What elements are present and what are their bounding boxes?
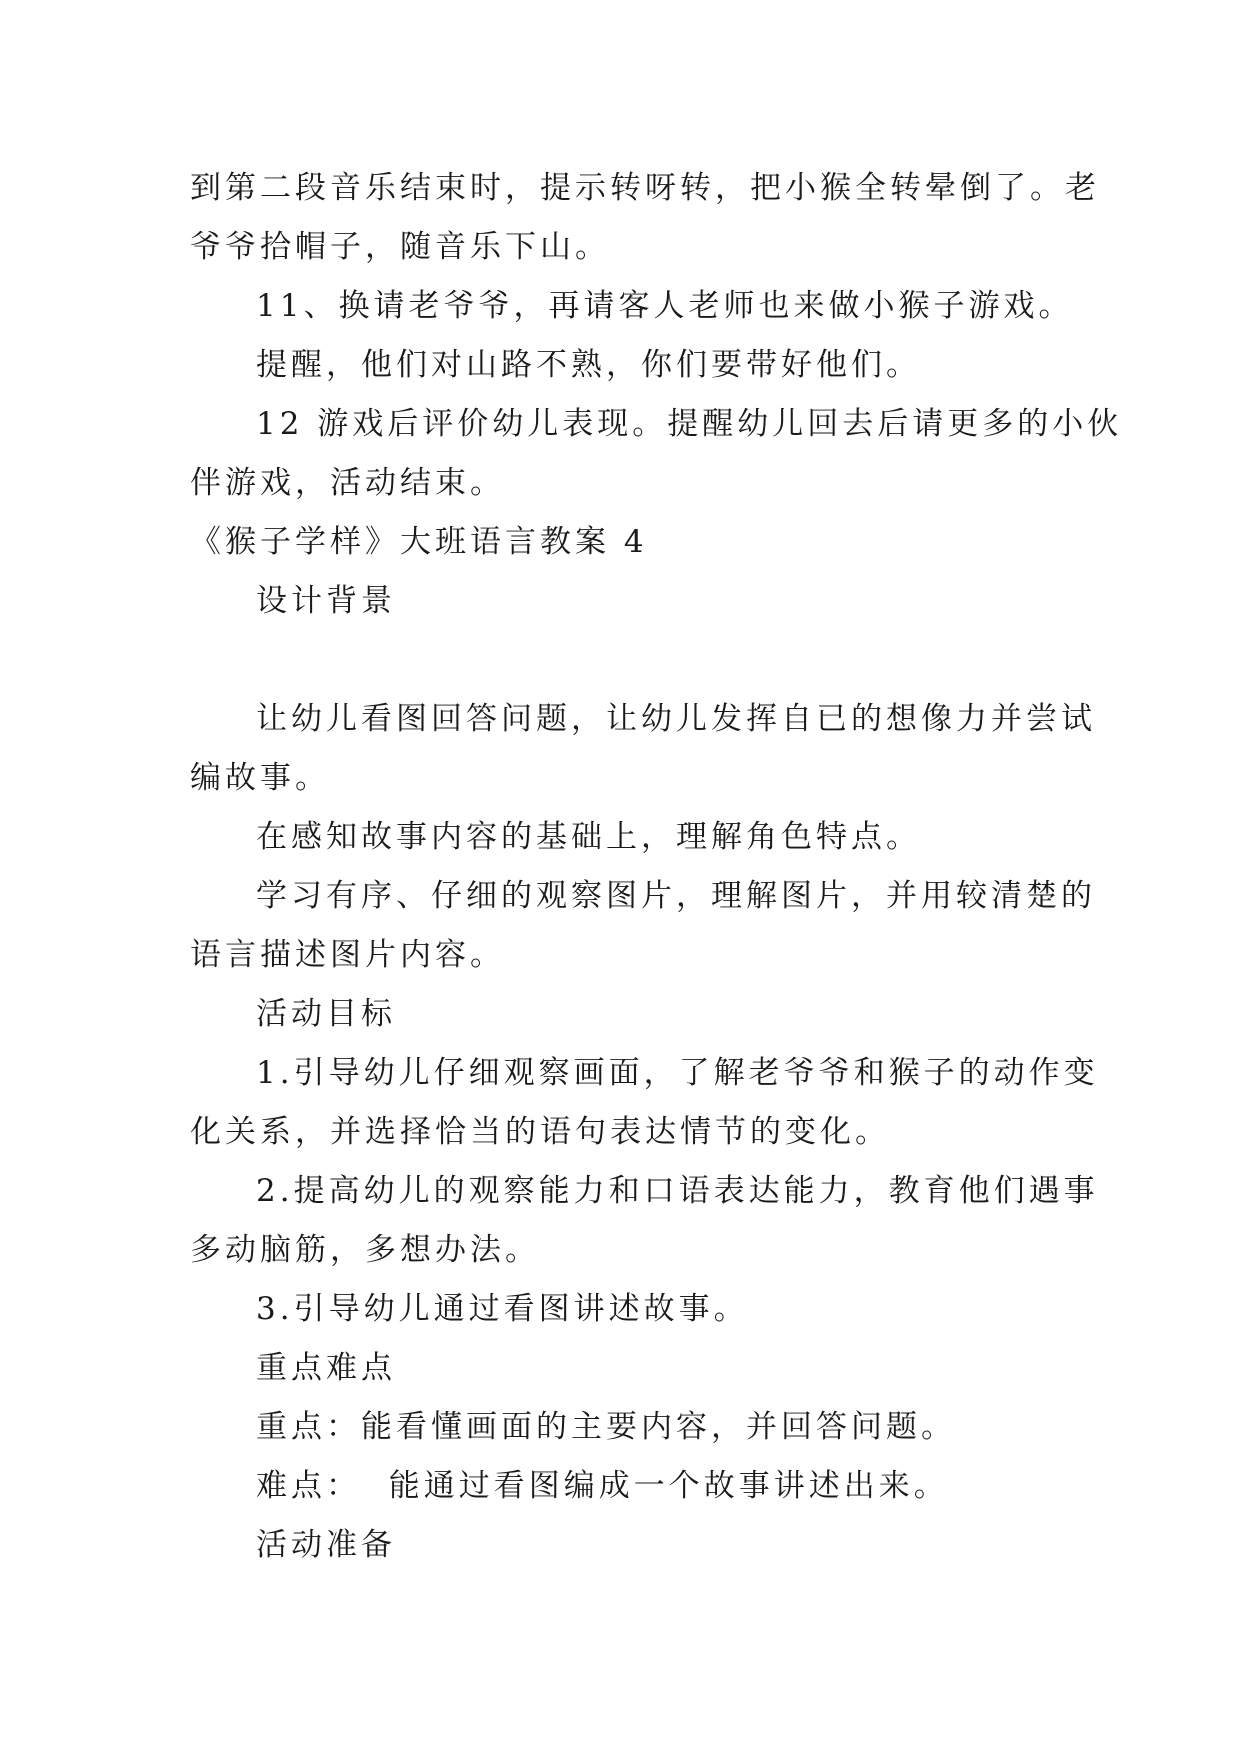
paragraph-line: 难点： 能通过看图编成一个故事讲述出来。 <box>256 1468 949 1504</box>
paragraph-line: 让幼儿看图回答问题，让幼儿发挥自已的想像力并尝试 <box>256 701 1096 737</box>
paragraph-line: 化关系，并选择恰当的语句表达情节的变化。 <box>190 1114 890 1150</box>
section-heading: 活动目标 <box>256 996 396 1032</box>
document-body <box>190 159 1123 1575</box>
section-title: 《猴子学样》大班语言教案 4 <box>190 524 648 560</box>
paragraph-line: 语言描述图片内容。 <box>190 937 505 973</box>
paragraph-line: 11、换请老爷爷，再请客人老师也来做小猴子游戏。 <box>256 288 1074 324</box>
blank-line <box>190 631 1060 690</box>
paragraph-line: 12 游戏后评价幼儿表现。提醒幼儿回去后请更多的小伙 <box>256 406 1123 442</box>
section-heading: 设计背景 <box>256 583 396 619</box>
paragraph-line: 2.提高幼儿的观察能力和口语表达能力，教育他们遇事 <box>256 1173 1099 1209</box>
paragraph-line: 重点：能看懂画面的主要内容，并回答问题。 <box>256 1409 956 1445</box>
paragraph-line: 到第二段音乐结束时，提示转呀转，把小猴全转晕倒了。老 <box>190 170 1100 206</box>
section-heading: 活动准备 <box>256 1527 396 1563</box>
paragraph-line: 学习有序、仔细的观察图片，理解图片，并用较清楚的 <box>256 878 1096 914</box>
paragraph-line: 爷爷拾帽子，随音乐下山。 <box>190 229 610 265</box>
paragraph-line: 1.引导幼儿仔细观察画面，了解老爷爷和猴子的动作变 <box>256 1055 1099 1091</box>
paragraph-line: 编故事。 <box>190 760 330 796</box>
paragraph-line: 在感知故事内容的基础上，理解角色特点。 <box>256 819 921 855</box>
section-heading: 重点难点 <box>256 1350 396 1386</box>
paragraph-line: 3.引导幼儿通过看图讲述故事。 <box>256 1291 749 1327</box>
paragraph-line: 提醒，他们对山路不熟，你们要带好他们。 <box>256 347 921 383</box>
paragraph-line: 多动脑筋，多想办法。 <box>190 1232 540 1268</box>
paragraph-line: 伴游戏，活动结束。 <box>190 465 505 501</box>
